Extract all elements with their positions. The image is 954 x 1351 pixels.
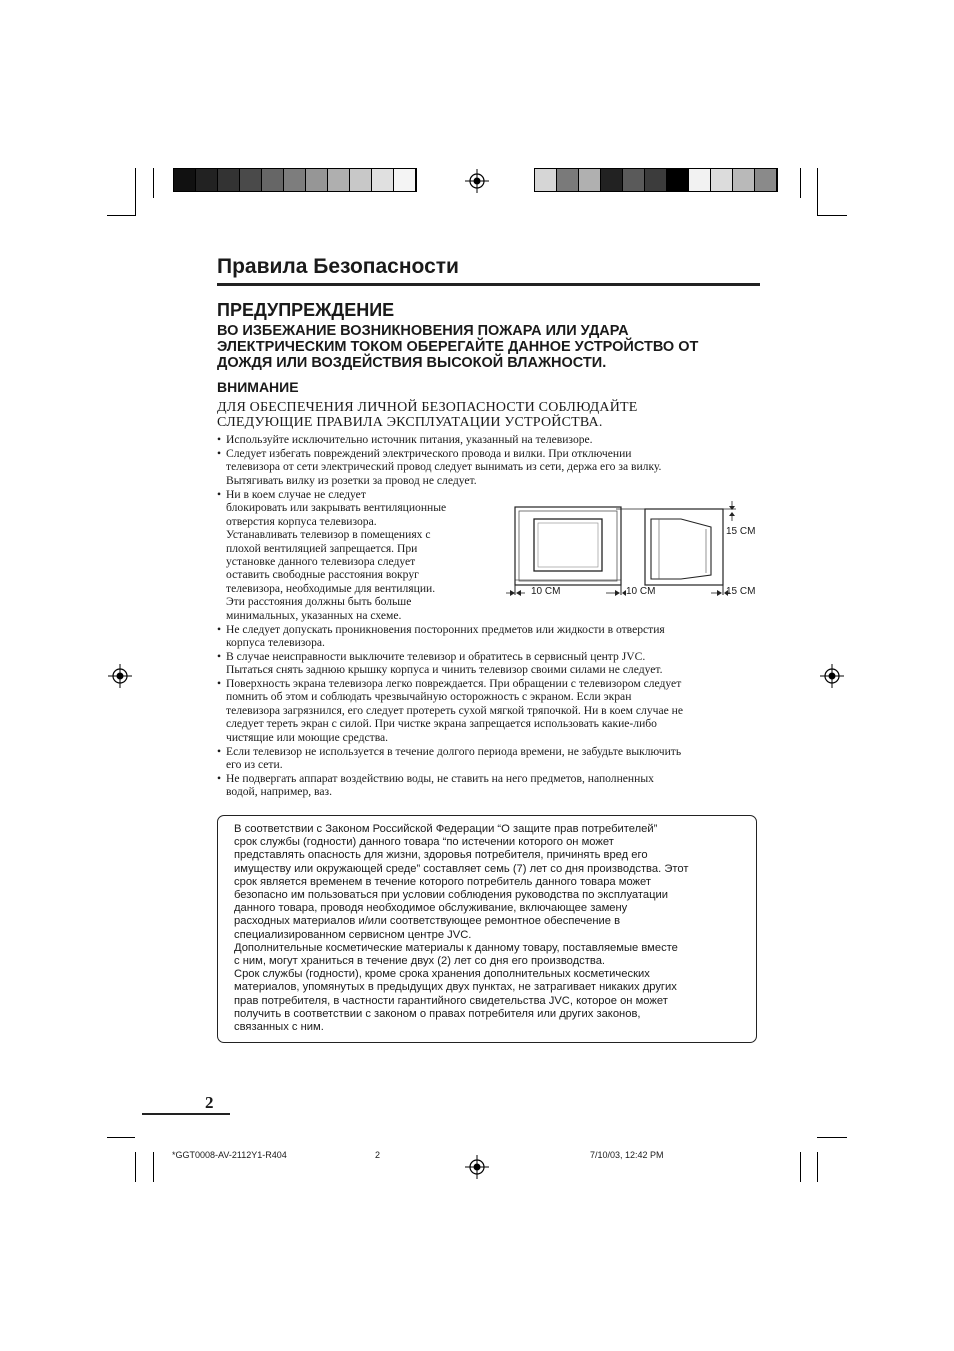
bullet-line: Пытаться снять заднюю крышку корпуса и чинить телевизор своими силами не следует. bbox=[226, 663, 663, 677]
notice-line: В соответствии с Законом Российской Федерации “О защите прав потребителей” bbox=[234, 823, 658, 835]
caution-intro-line: СЛЕДУЮЩИЕ ПРАВИЛА ЭКСПЛУАТАЦИИ УСТРОЙСТВА. bbox=[217, 415, 603, 430]
color-swatch bbox=[733, 169, 755, 191]
color-swatch bbox=[350, 169, 372, 191]
color-swatch bbox=[623, 169, 645, 191]
bullet-line: Эти расстояния должны быть больше bbox=[226, 595, 412, 609]
color-swatch bbox=[689, 169, 711, 191]
bullet-line: Не подвергать аппарат воздействию воды, не ставить на него предметов, наполненных bbox=[226, 772, 654, 785]
color-swatch bbox=[284, 169, 306, 191]
notice-line: безопасно им пользоваться при условии соблюдения руководства по эксплуатации bbox=[234, 889, 669, 902]
registration-mark-icon bbox=[820, 664, 844, 688]
bullet-line: его из сети. bbox=[226, 758, 283, 772]
color-swatch bbox=[262, 169, 284, 191]
notice-line: материалов, упомянутых в предыдущих двух пунктах, не затрагивает никаких других bbox=[234, 981, 677, 994]
list-item bbox=[217, 772, 654, 799]
bullet-line: Не следует допускать проникновения посторонних предметов или жидкости в отверстия bbox=[226, 623, 665, 636]
crop-mark bbox=[135, 1152, 136, 1182]
bullet-line: чистящие или моющие средства. bbox=[226, 730, 389, 744]
page-title: Правила Безопасности bbox=[217, 255, 760, 286]
color-swatch bbox=[579, 169, 601, 191]
crop-mark bbox=[153, 1152, 154, 1182]
page-number-rule bbox=[142, 1113, 230, 1115]
notice-line: связанных с ним. bbox=[234, 1021, 324, 1034]
footer-code: *GGT0008-AV-2112Y1-R404 bbox=[172, 1150, 287, 1160]
crop-mark bbox=[817, 1137, 847, 1138]
notice-line: специализированном сервисном центре JVC. bbox=[234, 928, 472, 941]
color-swatch bbox=[240, 169, 262, 191]
list-item bbox=[217, 623, 665, 650]
bullet-line: плохой вентиляцией запрещается. При bbox=[226, 541, 418, 555]
bullet-line: минимальных, указанных на схеме. bbox=[226, 608, 402, 622]
registration-mark-icon bbox=[465, 1155, 489, 1179]
registration-mark-icon bbox=[108, 664, 132, 688]
color-swatch bbox=[328, 169, 350, 191]
bullet-line: Устанавливать телевизор в помещениях с bbox=[226, 528, 431, 542]
color-swatch bbox=[394, 169, 416, 191]
crop-mark bbox=[800, 168, 801, 198]
list-item bbox=[217, 650, 663, 677]
warning-line: ВО ИЗБЕЖАНИЕ ВОЗНИКНОВЕНИЯ ПОЖАРА ИЛИ УДАРА bbox=[217, 323, 629, 339]
bullet-icon: • bbox=[217, 433, 222, 446]
bullet-line: следует тереть экран с силой. При чистке экрана запрещается использовать какие-либо bbox=[226, 717, 657, 731]
color-swatch bbox=[196, 169, 218, 191]
color-swatch bbox=[645, 169, 667, 191]
clearance-label-middle: 10 CM bbox=[626, 586, 656, 597]
warning-line: ЭЛЕКТРИЧЕСКИМ ТОКОМ ОБЕРЕГАЙТЕ ДАННОЕ УСТРОЙСТВО ОТ bbox=[217, 339, 699, 355]
bullet-line: корпуса телевизора. bbox=[226, 636, 325, 650]
notice-line: данного товара, проводя необходимое обслуживание, включающее замену bbox=[234, 902, 628, 915]
bullet-icon: • bbox=[217, 772, 222, 785]
warning-line: ДОЖДЯ ИЛИ ВОЗДЕЙСТВИЯ ВЫСОКОЙ ВЛАЖНОСТИ. bbox=[217, 355, 607, 371]
bullet-icon: • bbox=[217, 677, 222, 690]
caution-intro bbox=[217, 400, 757, 430]
warning-heading: ПРЕДУПРЕЖДЕНИЕ bbox=[217, 300, 395, 320]
bullet-line: телевизора от сети электрический провод следует вынимать из сети, держа его за вилку. bbox=[226, 460, 662, 474]
color-bar-right bbox=[534, 168, 778, 192]
bullet-line: Ни в коем случае не следует bbox=[226, 488, 366, 501]
crop-mark bbox=[817, 1152, 818, 1182]
list-item bbox=[217, 488, 446, 622]
caution-heading: ВНИМАНИЕ bbox=[217, 379, 299, 395]
page-number: 2 bbox=[205, 1093, 214, 1112]
bullet-line: Используйте исключительно источник питания, указанный на телевизоре. bbox=[226, 433, 593, 446]
crop-mark bbox=[817, 168, 818, 216]
notice-line: срок службы (годности) данного товара “по истечении которого он может bbox=[234, 836, 614, 849]
clearance-label-right-bottom: 15 CM bbox=[726, 586, 756, 597]
color-swatch bbox=[667, 169, 689, 191]
bullet-line: водой, например, ваз. bbox=[226, 785, 332, 799]
bullet-line: Поверхность экрана телевизора легко повреждается. При обращении с телевизором следует bbox=[226, 677, 682, 690]
notice-line: имуществу или окружающей среде” составляет семь (7) лет со дня производства. Этот bbox=[234, 862, 689, 875]
bullet-icon: • bbox=[217, 623, 222, 636]
color-bar-left bbox=[173, 168, 417, 192]
crop-mark bbox=[153, 168, 154, 198]
footer-date: 7/10/03, 12:42 PM bbox=[590, 1150, 664, 1160]
color-swatch bbox=[557, 169, 579, 191]
notice-text bbox=[234, 823, 749, 1034]
bullet-line: Следует избегать повреждений электрического провода и вилки. При отключении bbox=[226, 447, 632, 460]
notice-line: расходных материалов и/или соответствующее ремонтное обеспечение в bbox=[234, 915, 621, 928]
color-swatch bbox=[755, 169, 777, 191]
ventilation-diagram bbox=[506, 497, 766, 607]
warning-text bbox=[217, 323, 777, 371]
color-swatch bbox=[218, 169, 240, 191]
notice-line: с ним, могут храниться в течение двух (2) лет со дня его производства. bbox=[234, 955, 606, 968]
notice-line: Дополнительные косметические материалы к данному товару, поставляемые вместе bbox=[234, 941, 678, 954]
color-swatch bbox=[601, 169, 623, 191]
clearance-label-top: 15 CM bbox=[726, 526, 756, 537]
bullet-line: Вытягивать вилку из розетки за провод не следует. bbox=[226, 473, 477, 487]
list-item bbox=[217, 433, 593, 446]
bullet-line: телевизора загрязнился, его следует протереть сухой мягкой тряпочкой. Ни в коем случае не bbox=[226, 703, 684, 717]
bullet-line: оставить свободные расстояния вокруг bbox=[226, 568, 419, 582]
bullet-line: установке данного телевизора следует bbox=[226, 555, 416, 569]
list-item bbox=[217, 447, 661, 487]
color-swatch bbox=[174, 169, 196, 191]
footer-page: 2 bbox=[375, 1150, 381, 1160]
color-swatch bbox=[535, 169, 557, 191]
bullet-line: В случае неисправности выключите телевизор и обратитесь в сервисный центр JVC. bbox=[226, 650, 646, 663]
notice-line: срок является временем в течение которого потребитель данного товара может bbox=[234, 875, 652, 888]
color-swatch bbox=[372, 169, 394, 191]
clearance-label-left: 10 CM bbox=[531, 586, 561, 597]
crop-mark bbox=[800, 1152, 801, 1182]
bullet-icon: • bbox=[217, 488, 222, 501]
list-item bbox=[217, 677, 683, 744]
bullet-line: телевизора, необходимые для вентиляции. bbox=[226, 581, 436, 595]
bullet-icon: • bbox=[217, 447, 222, 460]
registration-mark-icon bbox=[465, 169, 489, 193]
notice-line: представлять опасность для жизни, здоровья потребителя, причинять вред его bbox=[234, 849, 648, 862]
bullet-line: блокировать или закрывать вентиляционные bbox=[226, 501, 447, 515]
bullet-icon: • bbox=[217, 745, 222, 758]
color-swatch bbox=[711, 169, 733, 191]
crop-mark bbox=[135, 168, 136, 216]
caution-intro-line: ДЛЯ ОБЕСПЕЧЕНИЯ ЛИЧНОЙ БЕЗОПАСНОСТИ СОБЛЮДАЙТЕ bbox=[217, 400, 638, 415]
list-item bbox=[217, 745, 681, 772]
notice-line: Срок службы (годности), кроме срока хранения дополнительных косметических bbox=[234, 968, 650, 981]
crop-mark bbox=[107, 1137, 135, 1138]
bullet-line: Если телевизор не используется в течение долгого периода времени, не забудьте выключить bbox=[226, 745, 682, 758]
bullet-icon: • bbox=[217, 650, 222, 663]
color-swatch bbox=[306, 169, 328, 191]
notice-line: получить в соответствии с законом о правах потребителя или других законов, bbox=[234, 1007, 641, 1020]
crop-mark bbox=[107, 215, 135, 216]
bullet-line: помнить об этом и соблюдать чрезвычайную осторожность с экраном. Если экран bbox=[226, 690, 632, 704]
notice-line: прав потребителя, в частности гарантийного свидетельства JVC, которое он может bbox=[234, 994, 668, 1007]
bullet-line: отверстия корпуса телевизора. bbox=[226, 514, 377, 528]
crop-mark bbox=[817, 215, 847, 216]
